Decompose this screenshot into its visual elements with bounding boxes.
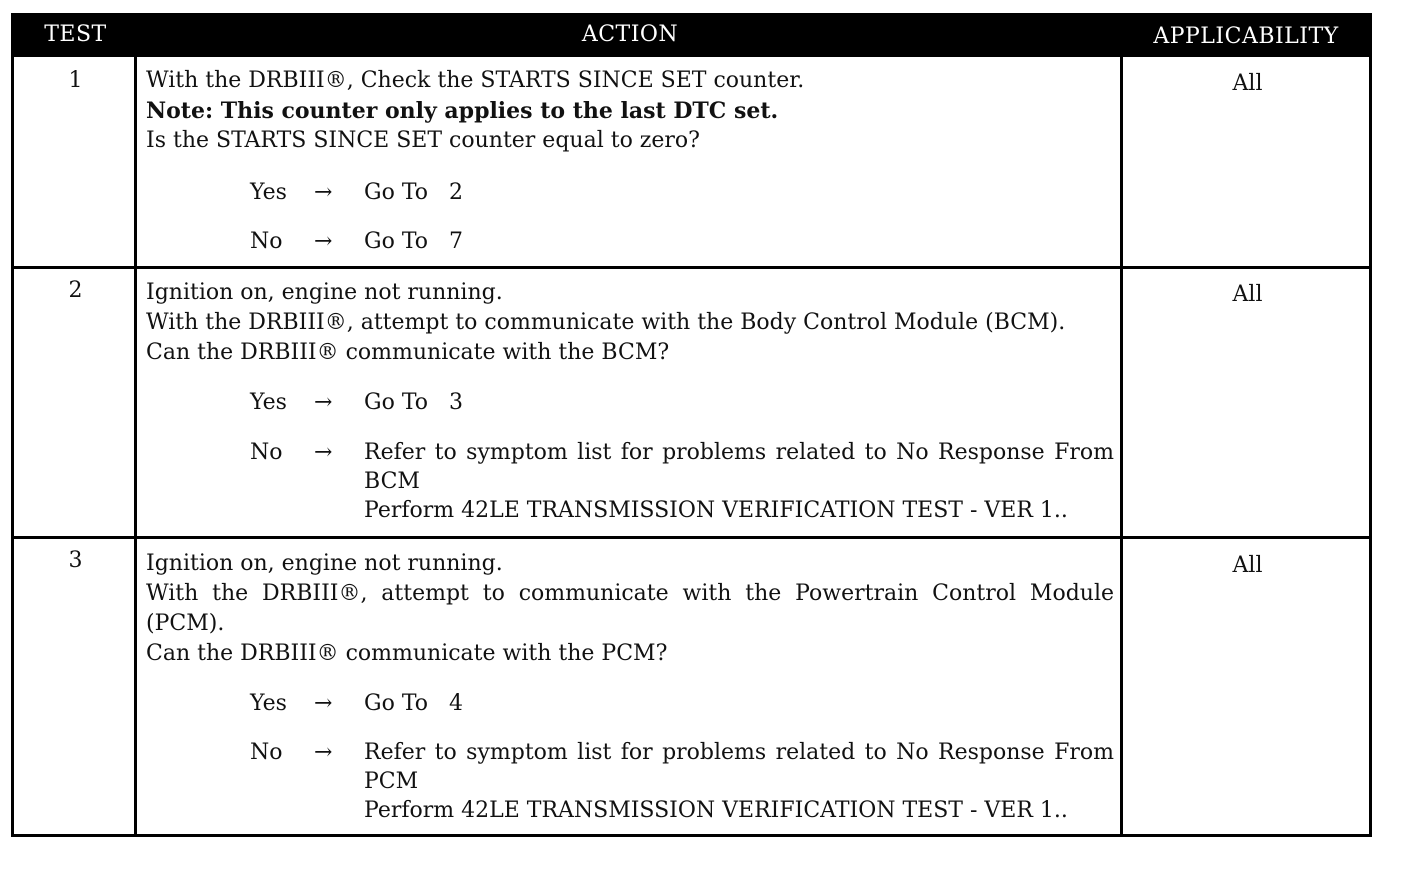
column-divider-test (134, 57, 137, 834)
test-number-1: 1 (68, 68, 83, 93)
action-question: Can the DRBIII® communicate with the BCM? (146, 340, 670, 365)
answer-label: No (250, 440, 283, 465)
result-line: Perform 42LE TRANSMISSION VERIFICATION TEST - VER 1.. (364, 498, 1068, 523)
action-question: Can the DRBIII® communicate with the PCM? (146, 641, 668, 666)
answer-result (364, 438, 1114, 525)
answer-result: Go To 3 (364, 390, 463, 415)
arrow-icon: → (314, 180, 333, 205)
answer-result: Go To 7 (364, 229, 463, 254)
applicability-1: All (1232, 71, 1263, 96)
arrow-icon: → (314, 229, 333, 254)
action-text-1 (146, 66, 1114, 156)
arrow-icon: → (314, 440, 333, 465)
arrow-icon: → (314, 691, 333, 716)
result-line: BCM (364, 469, 420, 494)
applicability-2: All (1232, 282, 1263, 307)
result-line: Perform 42LE TRANSMISSION VERIFICATION TEST - VER 1.. (364, 798, 1068, 823)
action-line: Ignition on, engine not running. (146, 280, 503, 305)
action-line: With the DRBIII®, Check the STARTS SINCE SET counter. (146, 68, 805, 93)
answer-label: No (250, 229, 283, 254)
result-line: PCM (364, 769, 419, 794)
action-line: (PCM). (146, 611, 225, 636)
answer-result: Go To 4 (364, 691, 463, 716)
action-text-3 (146, 549, 1114, 669)
column-divider-action (1120, 57, 1123, 834)
answer-result (364, 738, 1114, 825)
answer-label: No (250, 740, 283, 765)
diagnostic-table (11, 13, 1372, 837)
action-text-2 (146, 278, 1114, 368)
table-header (14, 16, 1369, 57)
action-line: Ignition on, engine not running. (146, 551, 503, 576)
header-applicability: APPLICABILITY (1153, 24, 1339, 49)
applicability-3: All (1232, 553, 1263, 578)
result-line: Refer to symptom list for problems related to No Response From (364, 440, 1114, 465)
action-line: With the DRBIII®, attempt to communicate with the Powertrain Control Module (146, 581, 1114, 606)
arrow-icon: → (314, 390, 333, 415)
row-divider-1 (14, 266, 1369, 269)
answer-label: Yes (250, 691, 287, 716)
header-test: TEST (44, 22, 107, 47)
header-action: ACTION (581, 22, 679, 47)
test-number-2: 2 (68, 278, 83, 303)
answer-result: Go To 2 (364, 180, 463, 205)
result-line: Refer to symptom list for problems related to No Response From (364, 740, 1114, 765)
action-question: Is the STARTS SINCE SET counter equal to zero? (146, 128, 700, 153)
row-divider-2 (14, 536, 1369, 539)
action-note: Note: This counter only applies to the last DTC set. (146, 98, 779, 124)
action-line: With the DRBIII®, attempt to communicate with the Body Control Module (BCM). (146, 310, 1066, 335)
answer-label: Yes (250, 180, 287, 205)
test-number-3: 3 (68, 548, 83, 573)
arrow-icon: → (314, 740, 333, 765)
answer-label: Yes (250, 390, 287, 415)
